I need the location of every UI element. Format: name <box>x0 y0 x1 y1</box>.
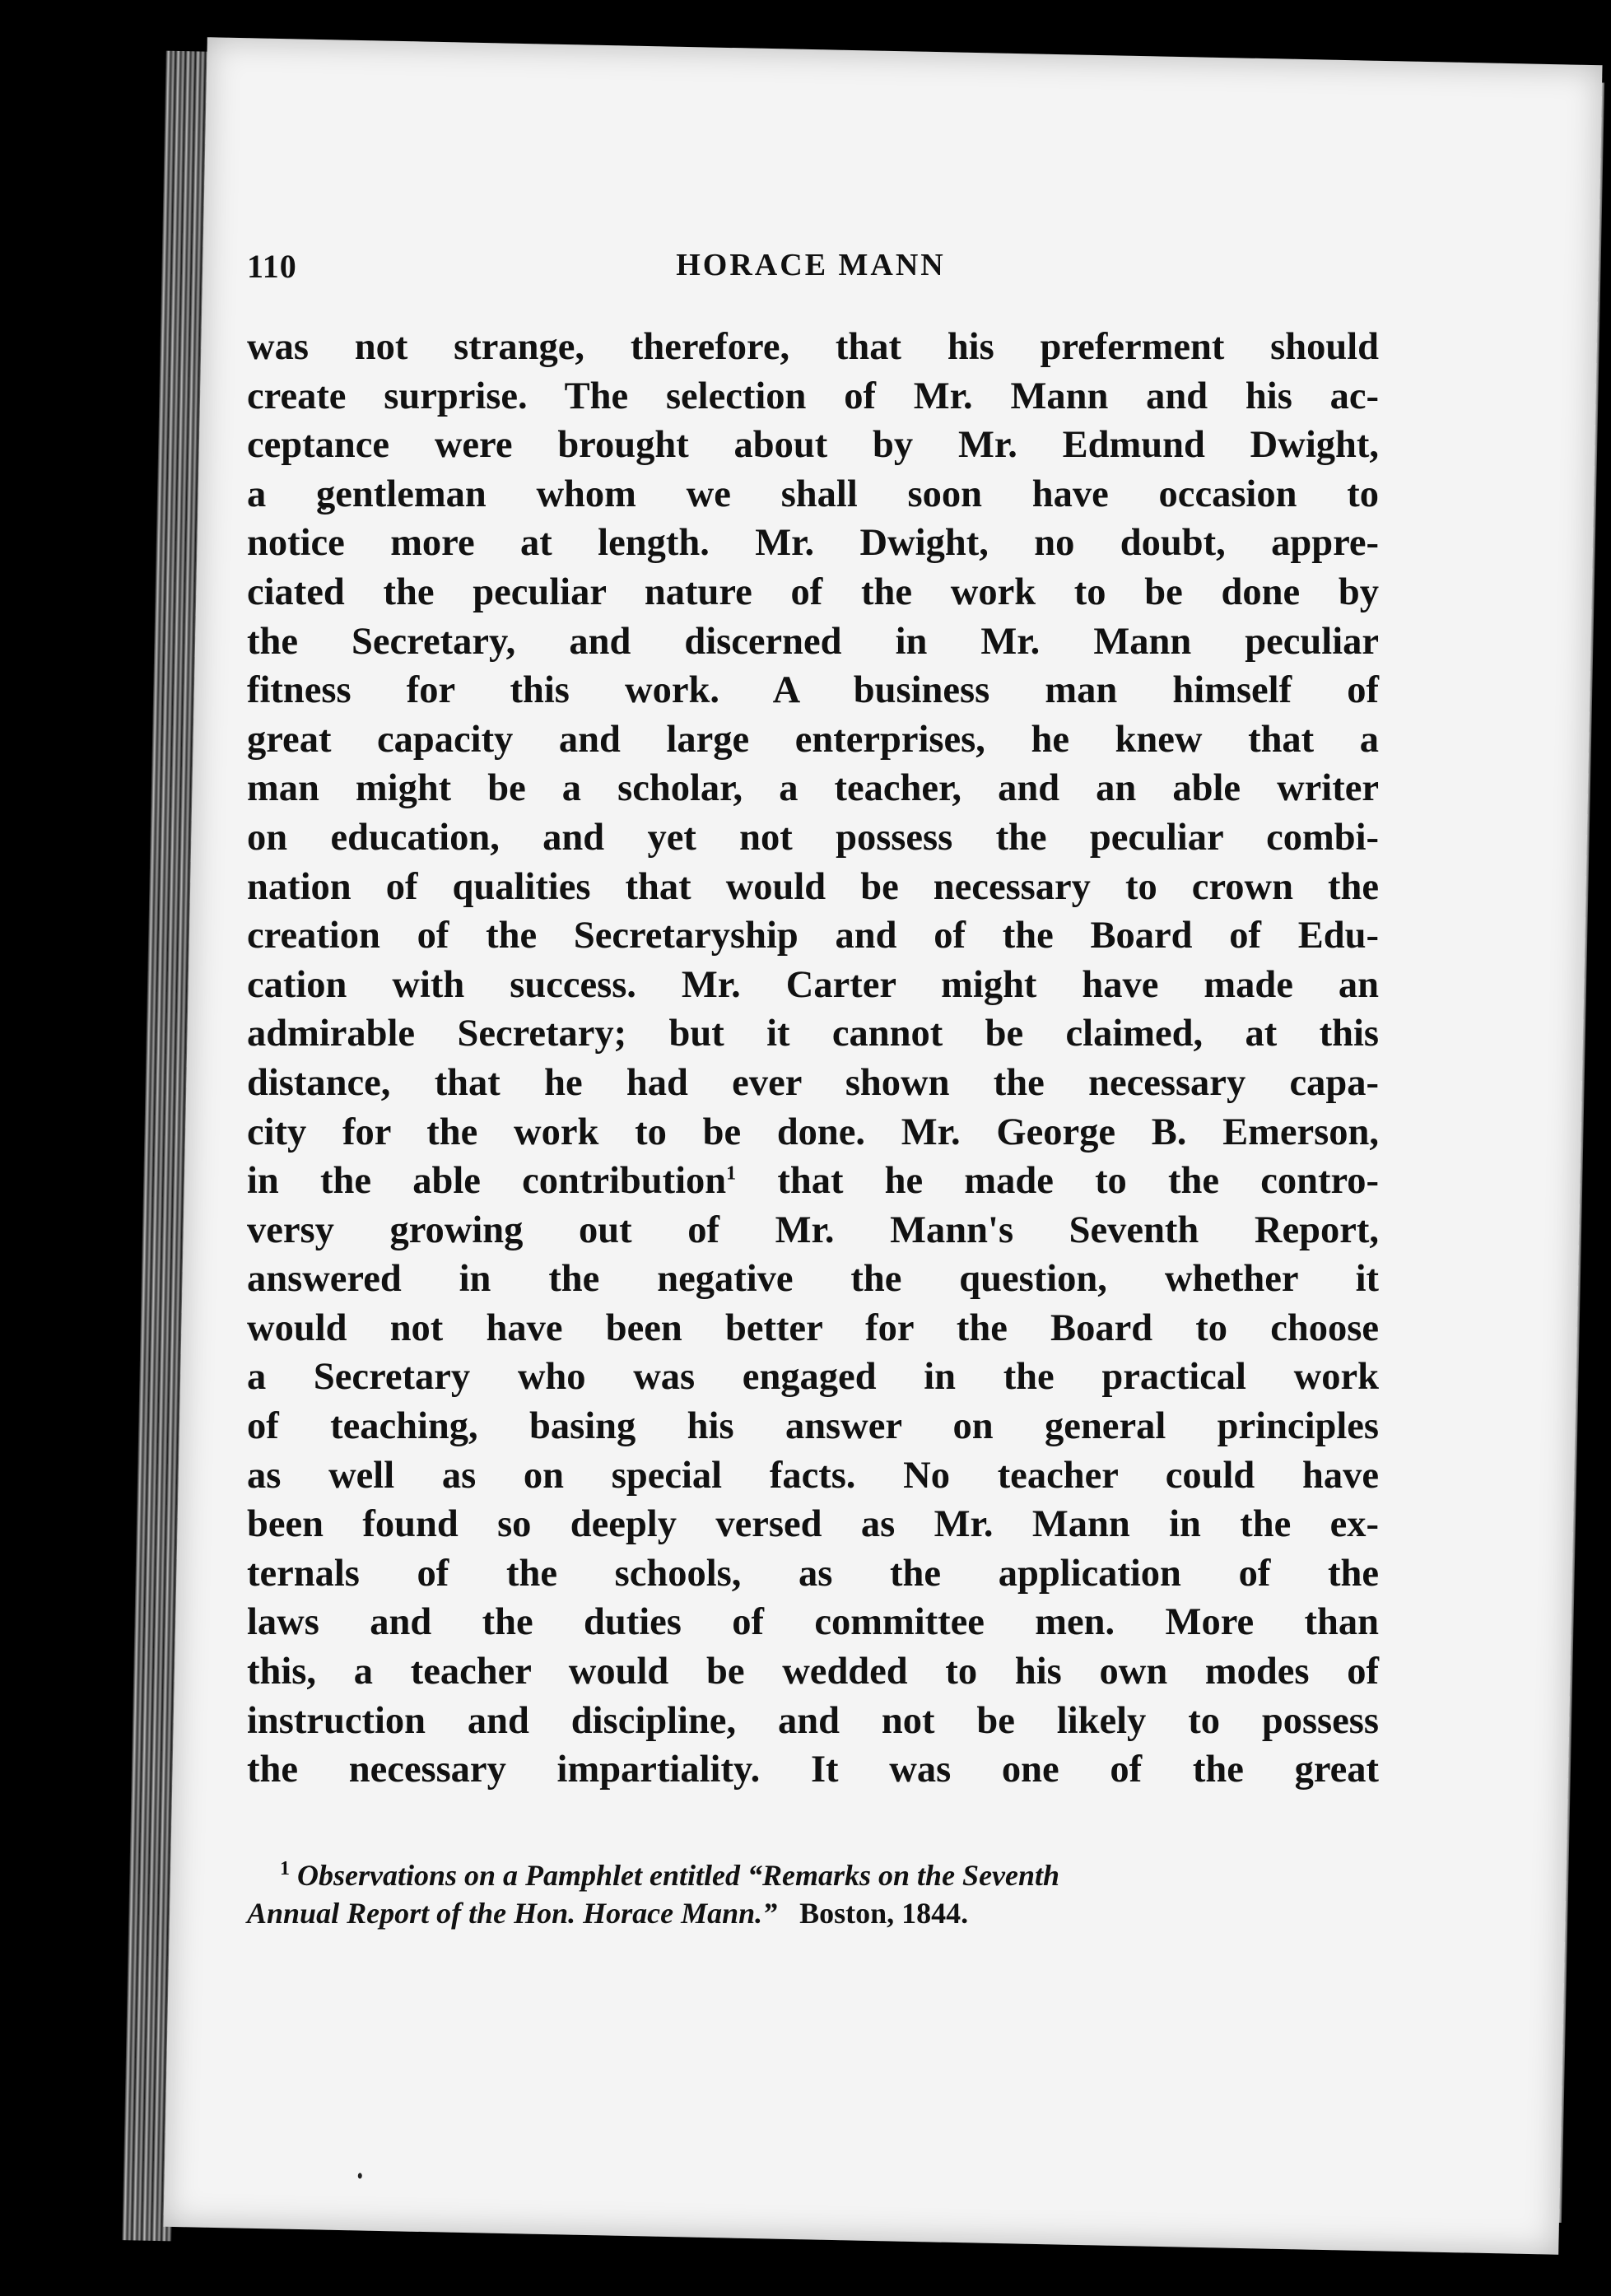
text-line-part: that he made to the contro- <box>777 1160 1379 1203</box>
text-line: ceptance were brought about by Mr. Edmund Dwight, <box>247 424 1379 467</box>
text-line-with-footnote-ref <box>247 1157 1379 1206</box>
text-line: create surprise. The selection of Mr. Mann and his ac- <box>247 375 1379 417</box>
text-line: the necessary impartiality. It was one of the great <box>247 1749 1379 1791</box>
text-line: nation of qualities that would be necessary to crown the <box>247 865 1379 908</box>
text-line: answered in the negative the question, whether it <box>247 1258 1379 1301</box>
ink-speck <box>358 2173 362 2178</box>
body-text <box>247 323 1379 1795</box>
text-line: was not strange, therefore, that his preferment should <box>247 326 1379 368</box>
text-line: on education, and yet not possess the peculiar combi- <box>247 816 1379 859</box>
text-line: a gentleman whom we shall soon have occasion to <box>247 473 1379 515</box>
footnote-line <box>247 1894 1379 1932</box>
text-line: laws and the duties of committee men. More than <box>247 1601 1379 1644</box>
running-title: HORACE MANN <box>676 248 946 282</box>
text-line: of teaching, basing his answer on general principles <box>247 1405 1379 1448</box>
footnote-plain-text: Boston, 1844. <box>799 1897 969 1930</box>
footnote-italic-text: Annual Report of the Hon. Horace Mann.” <box>247 1897 778 1930</box>
text-line: the Secretary, and discerned in Mr. Mann peculiar <box>247 620 1379 663</box>
text-line: been found so deeply versed as Mr. Mann in the ex- <box>247 1503 1379 1546</box>
text-line: cation with success. Mr. Carter might have made an <box>247 963 1379 1006</box>
text-line: ciated the peculiar nature of the work to be done by <box>247 571 1379 613</box>
footnote-italic-text: Observations on a Pamphlet entitled “Remarks on the Seventh <box>297 1859 1060 1892</box>
text-line: city for the work to be done. Mr. George B. Emerson, <box>247 1111 1379 1153</box>
footnote <box>247 1856 1379 1932</box>
text-line: man might be a scholar, a teacher, and an able writer <box>247 767 1379 810</box>
footnote-line <box>247 1856 1379 1894</box>
text-line: notice more at length. Mr. Dwight, no doubt, appre- <box>247 522 1379 565</box>
text-line: ternals of the schools, as the application of the <box>247 1552 1379 1595</box>
footnote-marker: 1 <box>280 1858 290 1879</box>
page-number: 110 <box>247 248 297 285</box>
text-line: admirable Secretary; but it cannot be claimed, at this <box>247 1013 1379 1055</box>
footnote-reference: 1 <box>726 1162 737 1185</box>
text-line: this, a teacher would be wedded to his own modes of <box>247 1651 1379 1693</box>
text-line: distance, that he had ever shown the necessary capa- <box>247 1061 1379 1104</box>
text-line: instruction and discipline, and not be likely to possess <box>247 1699 1379 1742</box>
text-line-part: in the able contribution <box>247 1160 727 1203</box>
page-header <box>247 247 1375 296</box>
text-line: great capacity and large enterprises, he knew that a <box>247 718 1379 761</box>
text-line: creation of the Secretaryship and of the Board of Edu- <box>247 915 1379 957</box>
text-line: a Secretary who was engaged in the practical work <box>247 1356 1379 1399</box>
text-line: as well as on special facts. No teacher could have <box>247 1454 1379 1497</box>
text-line: fitness for this work. A business man himself of <box>247 669 1379 712</box>
text-line: versy growing out of Mr. Mann's Seventh Report, <box>247 1209 1379 1251</box>
text-line: would not have been better for the Board to choose <box>247 1306 1379 1349</box>
